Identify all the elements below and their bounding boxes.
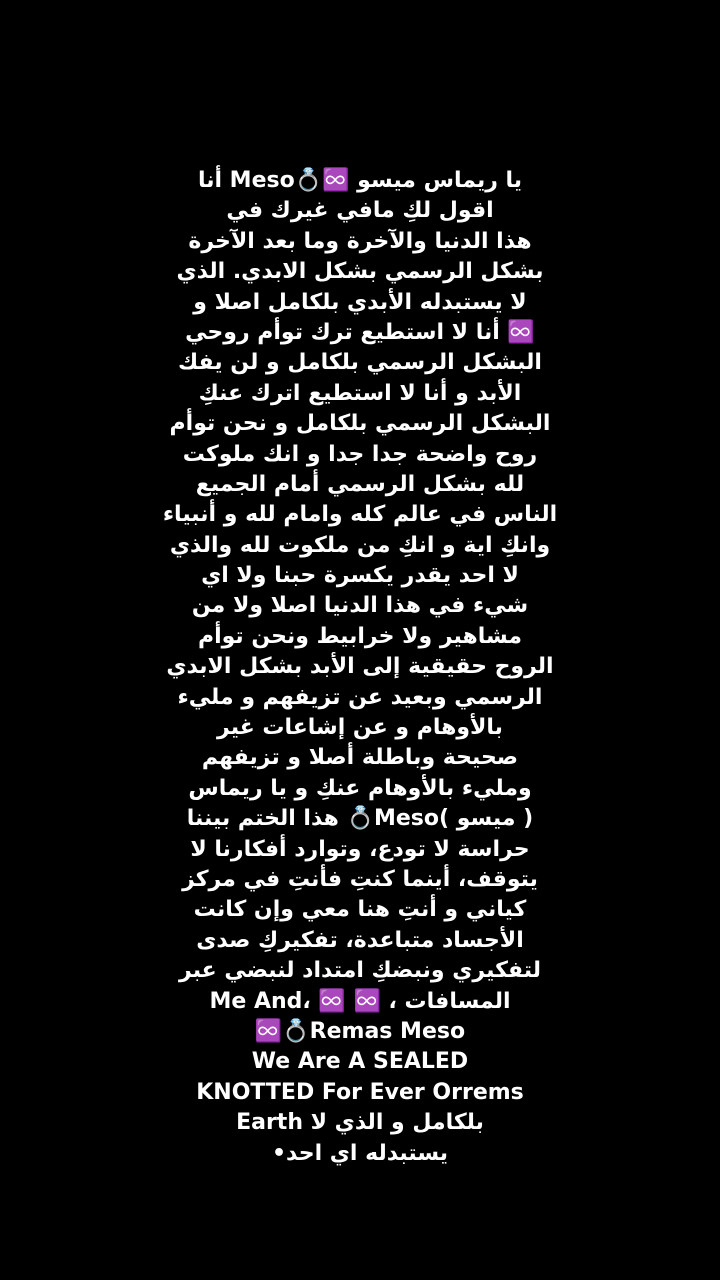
text-line: اقول لكِ مافي غيرك في — [226, 198, 494, 224]
text-line: بشكل الرسمي بشكل الابدي. الذي — [176, 259, 544, 285]
text-line: الروح حقيقية إلى الأبد بشكل الابدي — [166, 654, 554, 680]
text-line: صحيحة وباطلة أصلا و تزيفهم — [201, 745, 519, 771]
text-line: لا احد يقدر يكسرة حبنا ولا اي — [201, 563, 519, 589]
text-line: ♾️ أنا لا استطيع ترك توأم روحي — [185, 319, 535, 345]
text-line: البشكل الرسمي بلكامل و نحن توأم — [169, 411, 551, 437]
text-line: بالأوهام و عن إشاعات غير — [217, 715, 503, 741]
text-line: ♾️💍Remas Meso — [254, 1018, 466, 1044]
text-line: لله بشكل الرسمي أمام الجميع — [195, 471, 525, 497]
text-line: حراسة لا تودع، وتوارد أفكارنا لا — [190, 836, 530, 862]
text-line: الرسمي وبعيد عن تزيفهم و مليء — [177, 684, 543, 710]
text-line: يستبدله اي احد• — [271, 1140, 449, 1166]
text-line: لتفكيري ونبضكِ امتداد لنبضي عبر — [179, 958, 541, 984]
text-line: مشاهير ولا خرابيط ونحن توأم — [197, 623, 523, 649]
text-line: الأجساد متباعدة، تفكيركِ صدى — [196, 927, 524, 953]
text-line: الأبد و أنا لا استطيع اترك عنكِ — [198, 380, 522, 406]
text-line: هذا الدنيا والآخرة وما بعد الآخرة — [188, 228, 532, 254]
text-line: روح واضحة جدا جدا و انك ملوكت — [182, 441, 538, 467]
text-line: الناس في عالم كله وامام لله و أنبياء — [162, 502, 558, 528]
text-line: KNOTTED For Ever Orrems — [196, 1079, 524, 1105]
text-line: ومليء بالأوهام عنكِ و يا ريماس — [188, 775, 532, 801]
text-line: We Are A SEALED — [251, 1049, 469, 1075]
text-line: كياني و أنتِ هنا معي وإن كانت — [193, 897, 527, 923]
text-line: وانكِ اية و انكِ من ملكوت لله والذي — [169, 532, 551, 558]
text-line: لا يستبدله الأبدي بلكامل اصلا و — [193, 289, 527, 315]
text-line: يا ريماس ميسو ♾️💍Meso أنا — [197, 168, 523, 193]
text-line: المسافات ، ♾️ ♾️ ،Me And — [209, 988, 511, 1014]
text-line: بلكامل و الذي لا Earth — [236, 1110, 484, 1136]
text-line: البشكل الرسمي بلكامل و لن يفك — [178, 350, 542, 376]
text-line: شيء في هذا الدنيا اصلا ولا من — [191, 593, 529, 619]
text-line: يتوقف، أينما كنتِ فأنتِ في مركز — [182, 866, 538, 892]
message-text-block — [60, 166, 660, 1169]
text-line: ( ميسو )Meso💍 هذا الختم بيننا — [186, 806, 534, 832]
